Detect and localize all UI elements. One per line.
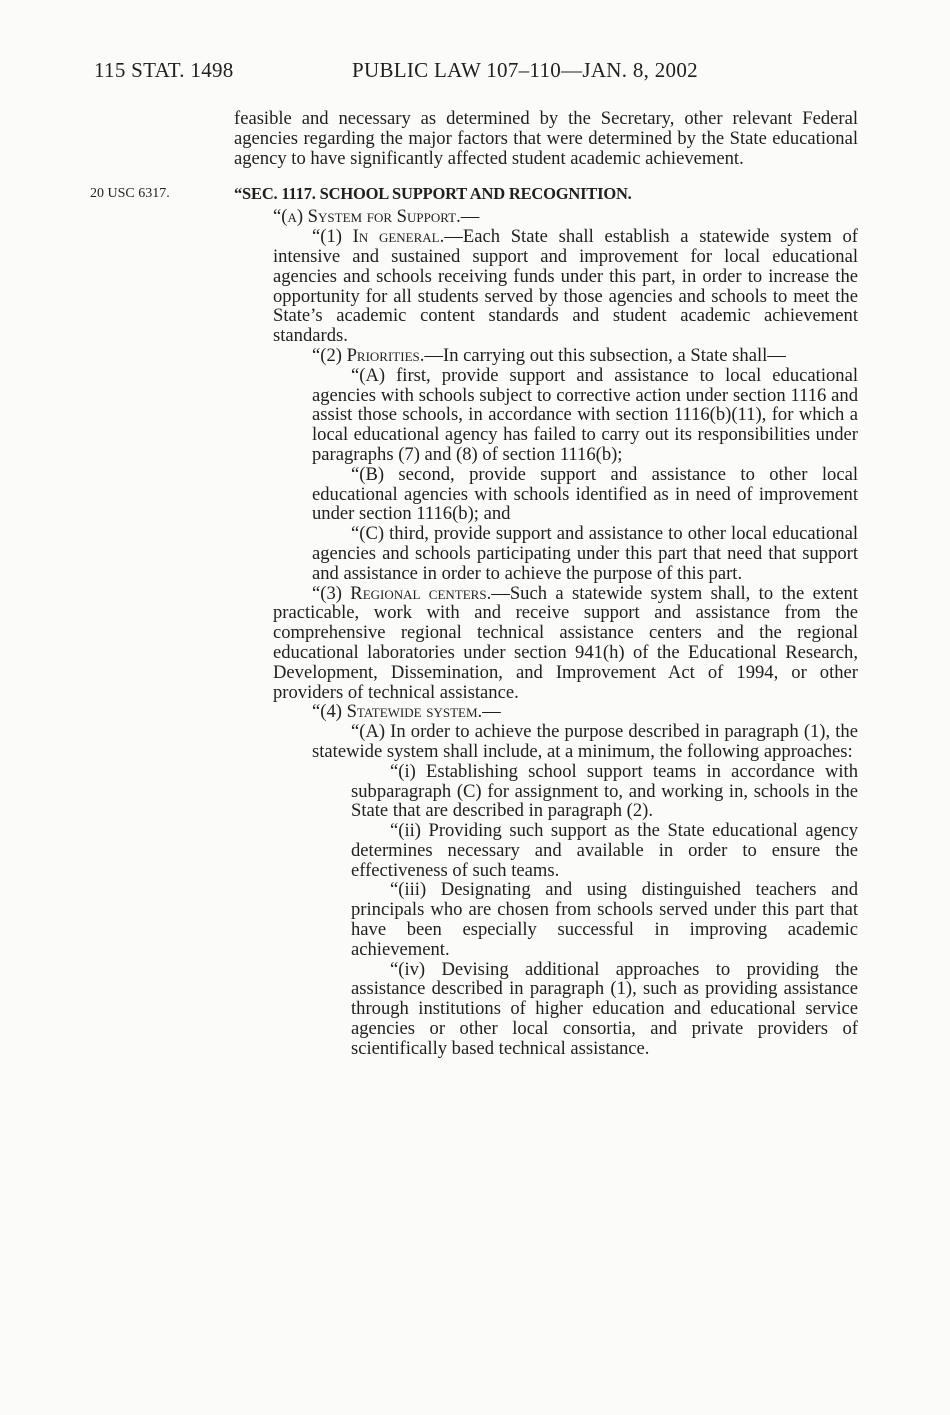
paragraph-2 [273,346,858,366]
paragraph-4-a-i [351,762,858,821]
paragraph-1-lead: “(1) In general.— [312,226,463,248]
margin-citation: 20 USC 6317. [90,186,170,202]
subsection-a-heading [273,207,858,227]
paragraph-3 [273,584,858,703]
paragraph-2-text: In carrying out this subsection, a State shall— [443,344,786,366]
paragraph-1 [273,227,858,346]
paragraph-4-a-ii [351,821,858,880]
paragraph-4 [273,702,858,722]
paragraph-3-text: Such a statewide system shall, to the extent practicable, work with and receive support and assistance from the comprehensive regional technical assistance centers and the regional educational laboratories under section 941(h) of the Educational Research, Development, Dissemination, and Improvement Act of 1994, or other providers of technical assistance. [273,582,858,703]
paragraph-1-text: Each State shall establish a statewide system of intensive and sustained support and improvement for local educational agencies and schools receiving funds under this part, in order to increase the opportunity for all students served by those agencies and schools to meet the State’s academic content standards and student academic achievement standards. [273,226,858,347]
paragraph-4-lead: “(4) Statewide system.— [312,701,501,723]
paragraph-4-a-text: “(A) In order to achieve the purpose described in paragraph (1), the statewide system shall include, at a minimum, the following approaches: [312,721,858,762]
subsection-a-label: “(a) System for Support.— [273,206,480,228]
paragraph-2-a-text: “(A) first, provide support and assistance to local educational agencies with schools subject to corrective action under section 1116 and assist those schools, in accordance with section 1116(b)(11), for which a local educational agency has failed to carry out its responsibilities under paragraphs (7) and (8) of section 1116(b); [312,364,858,465]
paragraph-2-a [312,366,858,465]
public-law-citation: PUBLIC LAW 107–110—JAN. 8, 2002 [352,58,698,82]
paragraph-2-b-text: “(B) second, provide support and assistance to other local educational agencies with schools identified as in need of improvement under section 1116(b); and [312,463,858,525]
paragraph-4-a-iv-text: “(iv) Devising additional approaches to providing the assistance described in paragraph (1), such as providing assistance through institutions of higher education and educational service agencies or other local consortia, and private providers of scientifically based technical assistance. [351,958,858,1059]
stat-page-number: 115 STAT. 1498 [94,58,234,82]
section-heading: “SEC. 1117. SCHOOL SUPPORT AND RECOGNITION. [234,184,632,204]
paragraph-4-a-iii [351,880,858,959]
document-body [0,109,950,1059]
paragraph-4-a-ii-text: “(ii) Providing such support as the State educational agency determines necessary and available in order to ensure the effectiveness of such teams. [351,820,858,881]
paragraph-4-a-i-text: “(i) Establishing school support teams in accordance with subparagraph (C) for assignment to, and working in, schools in the State that are described in paragraph (2). [351,760,858,822]
intro-paragraph: feasible and necessary as determined by the Secretary, other relevant Federal agencies regarding the major factors that were determined by the State educational agency to have significantly affected student academic achievement. [234,108,858,169]
paragraph-2-c [312,524,858,583]
running-header [0,58,950,84]
paragraph-4-a [312,722,858,762]
paragraph-2-lead: “(2) Priorities.— [312,344,443,366]
section-heading-row [0,183,950,207]
paragraph-4-a-iv [351,960,858,1059]
paragraph-3-lead: “(3) Regional centers.— [312,582,510,604]
paragraph-2-b [312,465,858,524]
paragraph-4-a-iii-text: “(iii) Designating and using distinguished teachers and principals who are chosen from schools served under this part that have been especially successful in improving academic achievement. [351,879,858,960]
paragraph-2-c-text: “(C) third, provide support and assistance to other local educational agencies and schools participating under this part that need that support and assistance in order to achieve the purpose of this part. [312,523,858,584]
